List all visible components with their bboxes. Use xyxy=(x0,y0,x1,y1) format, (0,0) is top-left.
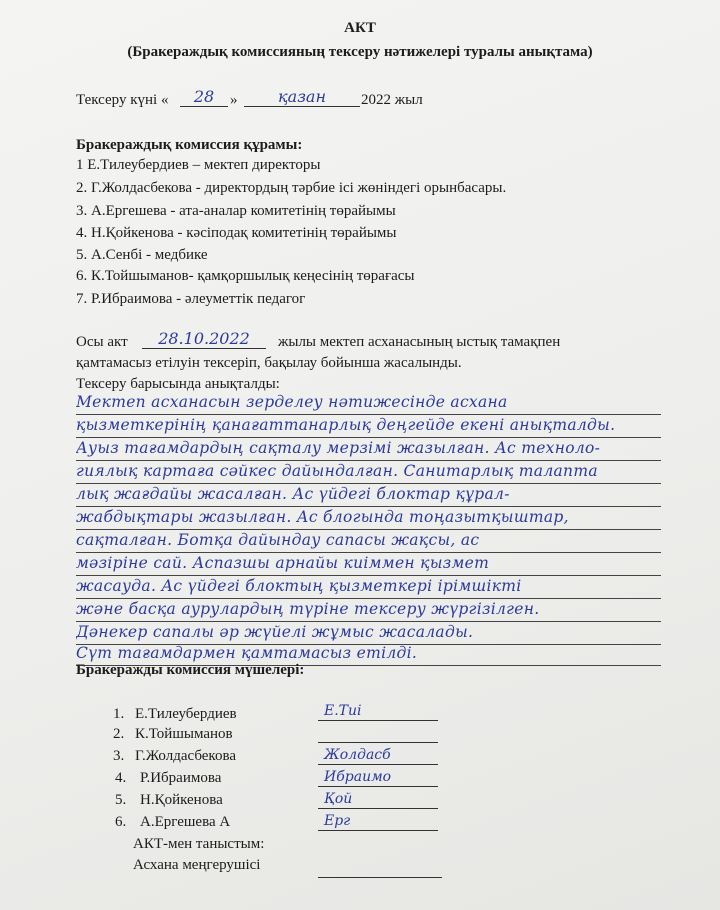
signer-name: Р.Ибраимова xyxy=(140,770,222,786)
finding-line: Ауыз тағамдардың сақталу мерзімі жазылған. Ас техноло- xyxy=(76,437,661,461)
signer-name: Е.Тилеубердиев xyxy=(135,706,237,722)
act-line2: қамтамасыз етілуін тексеріп, бақылау бойынша жасалынды. xyxy=(76,355,462,371)
date-month: қазан xyxy=(244,88,360,107)
signature-line xyxy=(318,744,438,765)
date-year: 2022 жыл xyxy=(361,92,423,108)
signature-line xyxy=(318,766,438,787)
signature-mark: Қой xyxy=(324,791,353,807)
signature-mark: Е.Тиі xyxy=(324,703,362,719)
head-cook-label: Асхана меңгерушісі xyxy=(133,857,261,873)
date-day: 28 xyxy=(180,88,228,107)
finding-line: мәзіріне сай. Аспазшы арнайы киіммен қызмет xyxy=(76,552,661,576)
head-cook-signature-line xyxy=(318,857,442,878)
finding-line: жабдықтары жазылған. Ас блогында тоңазытқыштар, xyxy=(76,506,661,530)
findings-label: Тексеру барысында анықталды: xyxy=(76,376,280,392)
finding-line: Сүт тағамдармен қамтамасыз етілді. xyxy=(76,642,661,666)
signer-number: 1. xyxy=(113,706,125,722)
signature-line xyxy=(318,722,438,743)
signatures-heading: Бракеражды комиссия мүшелері: xyxy=(76,662,305,678)
signature-mark: Ерг xyxy=(324,813,351,829)
finding-line: лық жағдайы жасалған. Ас үйдегі блоктар құрал- xyxy=(76,483,661,507)
signer-number: 6. xyxy=(115,814,127,830)
signer-number: 3. xyxy=(113,748,125,764)
finding-line: қызметкерінің қанағаттанарлық деңгейде екені анықталды. xyxy=(76,414,661,438)
act-suffix: жылы мектеп асханасының ыстық тамақпен xyxy=(278,334,561,350)
signature-line xyxy=(318,788,438,809)
signer-number: 2. xyxy=(113,726,125,742)
act-date: 28.10.2022 xyxy=(142,330,266,349)
signature-mark: Жолдасб xyxy=(324,747,391,763)
signer-number: 5. xyxy=(115,792,127,808)
document-subtitle: (Бракераждық комиссияның тексеру нәтижелері туралы анықтама) xyxy=(127,44,593,60)
finding-line: Мектеп асханасын зерделеу нәтижесінде асхана xyxy=(76,391,661,415)
commission-member: 7. Р.Ибраимова - әлеуметтік педагог xyxy=(76,291,306,307)
signature-line xyxy=(318,810,438,831)
act-prefix: Осы акт xyxy=(76,334,128,350)
commission-member: 6. К.Тойшыманов- қамқоршылық кеңесінің төрағасы xyxy=(76,268,415,284)
acquainted-label: АКТ-мен таныстым: xyxy=(133,836,265,852)
finding-line: гиялық картаға сәйкес дайындалған. Санитарлық талапта xyxy=(76,460,661,484)
signature-line xyxy=(318,700,438,721)
finding-line: және басқа аурулардың түріне тексеру жүргізілген. xyxy=(76,598,661,622)
signer-number: 4. xyxy=(115,770,127,786)
commission-member: 3. А.Ергешева - ата-аналар комитетінің төрайымы xyxy=(76,203,396,219)
finding-line: Дәнекер сапалы әр жүйелі жұмыс жасалады. xyxy=(76,621,661,645)
signer-name: К.Тойшыманов xyxy=(135,726,233,742)
document-title: АКТ xyxy=(344,20,376,36)
signer-name: Г.Жолдасбекова xyxy=(135,748,236,764)
date-label: Тексеру күні « xyxy=(76,92,169,108)
signature-mark: Ибраимо xyxy=(324,769,392,785)
commission-member: 4. Н.Қойкенова - кәсіподақ комитетінің төрайымы xyxy=(76,225,397,241)
commission-member: 5. А.Сенбі - медбике xyxy=(76,247,208,263)
finding-line: сақталған. Ботқа дайындау сапасы жақсы, ас xyxy=(76,529,661,553)
commission-member: 1 Е.Тилеубердиев – мектеп директоры xyxy=(76,157,321,173)
finding-line: жасауда. Ас үйдегі блоктың қызметкері ірімшікті xyxy=(76,575,661,599)
commission-member: 2. Г.Жолдасбекова - директордың тәрбие ісі жөніндегі орынбасары. xyxy=(76,180,507,196)
signer-name: Н.Қойкенова xyxy=(140,792,223,808)
commission-heading: Бракераждық комиссия құрамы: xyxy=(76,137,303,153)
date-close-quote: » xyxy=(230,92,238,108)
signer-name: А.Ергешева А xyxy=(140,814,231,830)
